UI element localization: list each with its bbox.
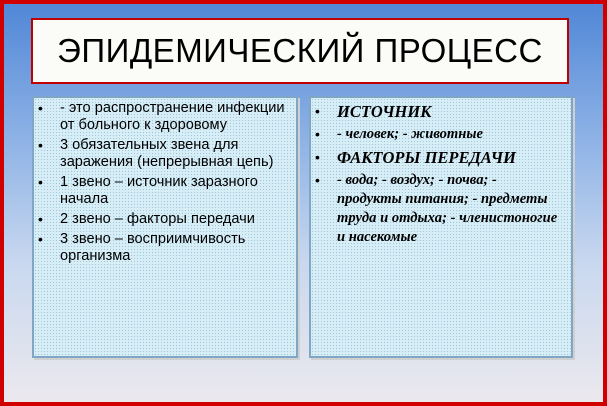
source-list-item: • - человек; - животные [315,125,565,144]
left-bullet-item: • 2 звено – факторы передачи [38,211,290,228]
right-panel [309,96,573,358]
left-panel [32,96,298,358]
right-bullet-list [315,102,565,247]
left-bullet-item: • 3 звено – восприимчивость организма [38,231,290,265]
left-bullet-item: • 1 звено – источник заразного начала [38,174,290,208]
left-bullet-item: • - это распространение инфекции от больного к здоровому [38,100,290,134]
left-bullet-list [38,100,290,265]
left-bullet-item: • 3 обязательных звена для заражения (непрерывная цепь) [38,137,290,171]
title-box [31,18,569,84]
transmission-factors-heading: • ФАКТОРЫ ПЕРЕДАЧИ [315,148,565,167]
slide-title: ЭПИДЕМИЧЕСКИЙ ПРОЦЕСС [57,32,543,69]
transmission-factors-list-item: • - вода; - воздух; - почва; - продукты питания; - предметы труда и отдыха; - членистоногие и насекомые [315,171,565,247]
source-heading: • ИСТОЧНИК [315,102,565,121]
